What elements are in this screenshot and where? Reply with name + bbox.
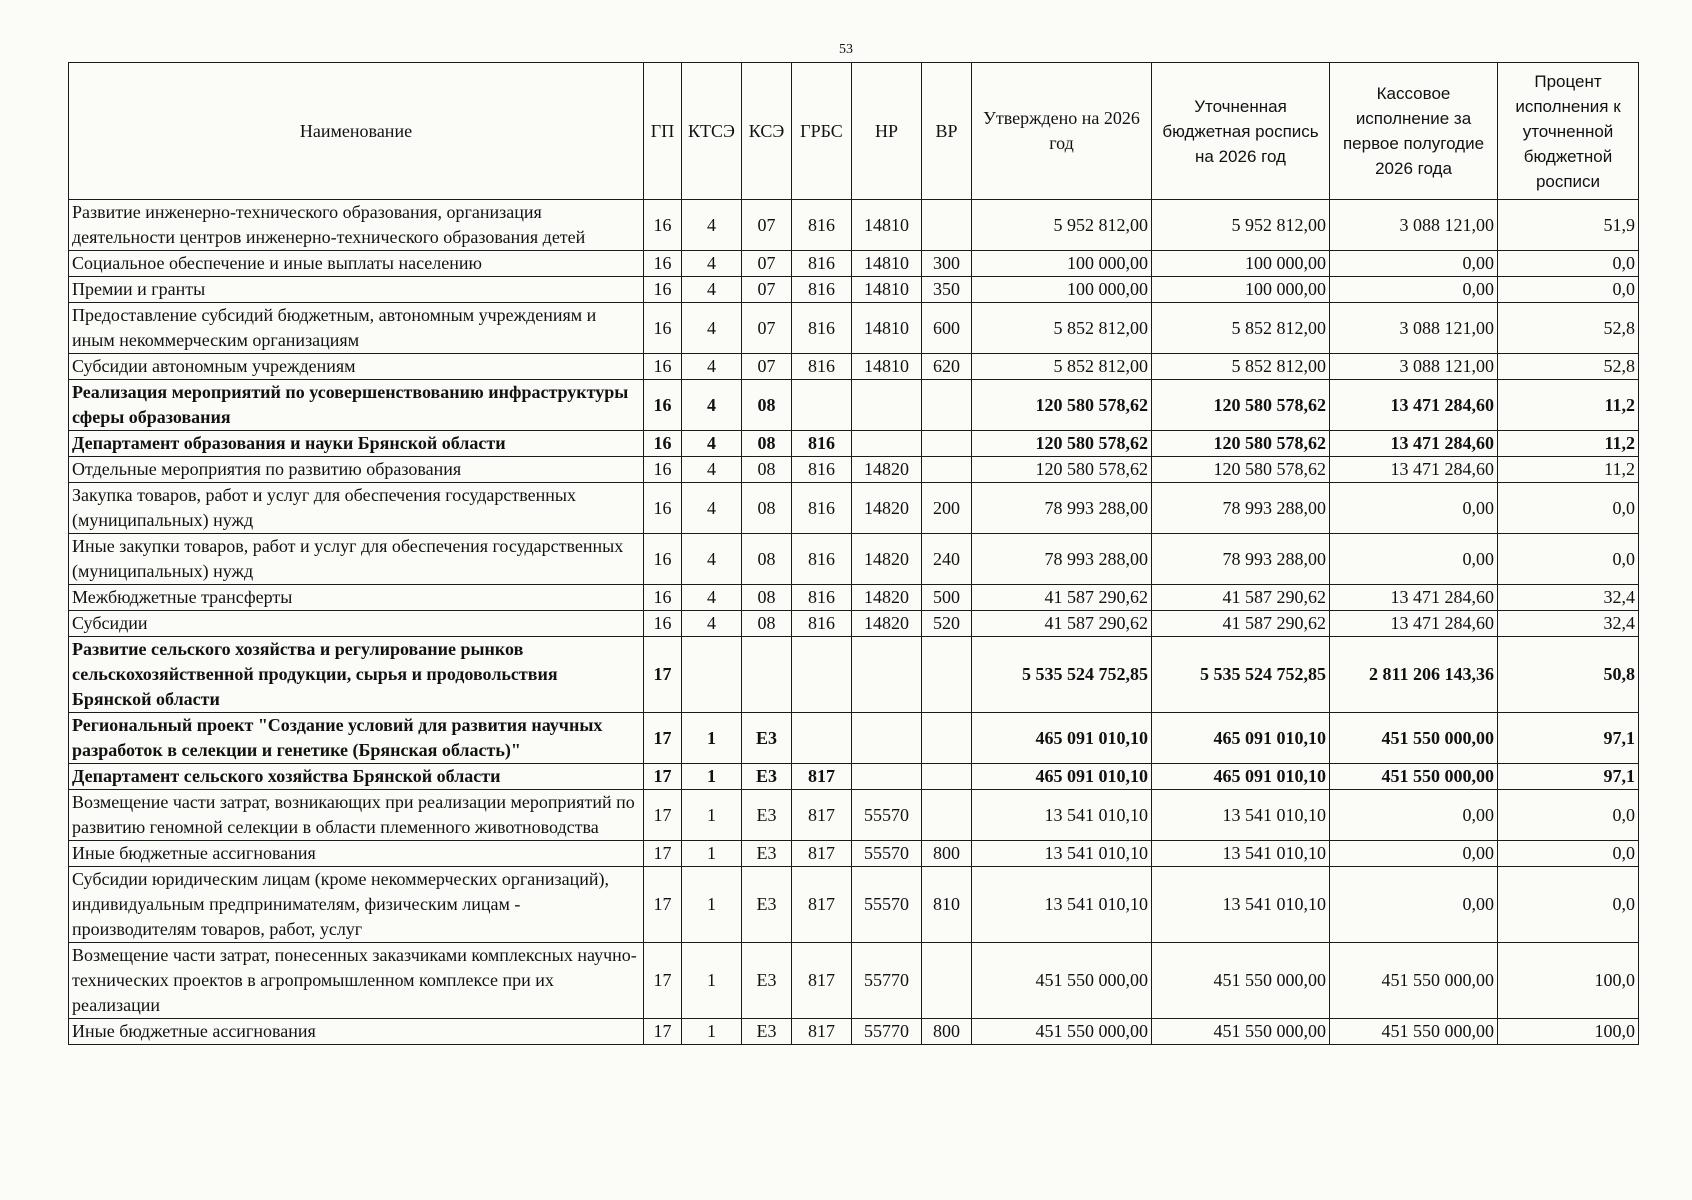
cell-grbs: 817 — [792, 790, 852, 841]
cell-ktse: 4 — [682, 534, 742, 585]
table-row — [69, 764, 1639, 790]
cell-gp: 17 — [644, 637, 682, 713]
cell-approved: 13 541 010,10 — [972, 841, 1152, 867]
cell-grbs: 816 — [792, 200, 852, 251]
cell-refined: 41 587 290,62 — [1152, 585, 1330, 611]
cell-kse: 07 — [742, 354, 792, 380]
cell-cash: 0,00 — [1330, 277, 1498, 303]
cell-name: Департамент сельского хозяйства Брянской области — [69, 764, 644, 790]
cell-ktse: 1 — [682, 713, 742, 764]
cell-grbs: 816 — [792, 431, 852, 457]
cell-nr: 14810 — [852, 277, 922, 303]
cell-approved: 13 541 010,10 — [972, 790, 1152, 841]
cell-name: Предоставление субсидий бюджетным, автономным учреждениям и иным некоммерческим организациям — [69, 303, 644, 354]
cell-refined: 41 587 290,62 — [1152, 611, 1330, 637]
cell-grbs: 816 — [792, 277, 852, 303]
cell-vr — [922, 380, 972, 431]
cell-vr — [922, 943, 972, 1019]
cell-grbs: 816 — [792, 534, 852, 585]
cell-percent: 51,9 — [1498, 200, 1639, 251]
cell-vr: 600 — [922, 303, 972, 354]
cell-name: Социальное обеспечение и иные выплаты населению — [69, 251, 644, 277]
cell-gp: 16 — [644, 457, 682, 483]
col-header-gp: ГП — [644, 63, 682, 200]
cell-name: Иные бюджетные ассигнования — [69, 841, 644, 867]
cell-ktse: 1 — [682, 764, 742, 790]
table-row — [69, 1019, 1639, 1045]
cell-percent: 11,2 — [1498, 457, 1639, 483]
cell-grbs: 816 — [792, 585, 852, 611]
table-body — [69, 200, 1639, 1045]
cell-kse: Е3 — [742, 867, 792, 943]
cell-nr — [852, 431, 922, 457]
cell-vr — [922, 431, 972, 457]
cell-grbs — [792, 713, 852, 764]
cell-kse: Е3 — [742, 841, 792, 867]
cell-name: Иные бюджетные ассигнования — [69, 1019, 644, 1045]
cell-grbs: 816 — [792, 354, 852, 380]
table-row — [69, 380, 1639, 431]
cell-gp: 17 — [644, 790, 682, 841]
cell-refined: 78 993 288,00 — [1152, 483, 1330, 534]
cell-ktse: 1 — [682, 790, 742, 841]
cell-gp: 16 — [644, 354, 682, 380]
cell-nr: 14820 — [852, 457, 922, 483]
table-row — [69, 867, 1639, 943]
cell-grbs: 817 — [792, 1019, 852, 1045]
table-row — [69, 457, 1639, 483]
cell-percent: 52,8 — [1498, 354, 1639, 380]
cell-cash: 2 811 206 143,36 — [1330, 637, 1498, 713]
cell-approved: 5 852 812,00 — [972, 354, 1152, 380]
table-row — [69, 303, 1639, 354]
cell-gp: 16 — [644, 611, 682, 637]
cell-percent: 0,0 — [1498, 277, 1639, 303]
table-row — [69, 611, 1639, 637]
table-row — [69, 251, 1639, 277]
cell-percent: 0,0 — [1498, 790, 1639, 841]
cell-vr: 800 — [922, 1019, 972, 1045]
cell-vr: 350 — [922, 277, 972, 303]
cell-percent: 32,4 — [1498, 585, 1639, 611]
budget-table — [68, 62, 1639, 1045]
cell-gp: 16 — [644, 431, 682, 457]
cell-nr: 14820 — [852, 483, 922, 534]
cell-refined: 100 000,00 — [1152, 251, 1330, 277]
cell-approved: 5 535 524 752,85 — [972, 637, 1152, 713]
cell-kse: Е3 — [742, 943, 792, 1019]
cell-nr — [852, 764, 922, 790]
cell-nr: 55770 — [852, 943, 922, 1019]
cell-gp: 17 — [644, 867, 682, 943]
cell-nr: 14820 — [852, 534, 922, 585]
cell-gp: 16 — [644, 303, 682, 354]
cell-ktse: 4 — [682, 611, 742, 637]
table-row — [69, 637, 1639, 713]
cell-name: Региональный проект "Создание условий для развития научных разработок в селекции и генетике (Брянская область)" — [69, 713, 644, 764]
col-header-vr: ВР — [922, 63, 972, 200]
cell-gp: 17 — [644, 1019, 682, 1045]
cell-kse: 08 — [742, 611, 792, 637]
cell-percent: 100,0 — [1498, 1019, 1639, 1045]
cell-approved: 120 580 578,62 — [972, 431, 1152, 457]
cell-kse: 08 — [742, 585, 792, 611]
cell-ktse: 1 — [682, 943, 742, 1019]
cell-refined: 5 852 812,00 — [1152, 303, 1330, 354]
cell-grbs: 817 — [792, 841, 852, 867]
table-row — [69, 534, 1639, 585]
cell-grbs: 816 — [792, 483, 852, 534]
table-row — [69, 790, 1639, 841]
cell-kse: 08 — [742, 380, 792, 431]
cell-kse: Е3 — [742, 713, 792, 764]
table-row — [69, 431, 1639, 457]
cell-grbs: 817 — [792, 943, 852, 1019]
cell-vr: 620 — [922, 354, 972, 380]
cell-name: Реализация мероприятий по усовершенствованию инфраструктуры сферы образования — [69, 380, 644, 431]
cell-nr: 55770 — [852, 1019, 922, 1045]
cell-gp: 16 — [644, 534, 682, 585]
cell-grbs: 816 — [792, 303, 852, 354]
col-header-cash: Кассовое исполнение за первое полугодие 2026 года — [1330, 63, 1498, 200]
cell-kse: 07 — [742, 303, 792, 354]
cell-refined: 5 852 812,00 — [1152, 354, 1330, 380]
cell-kse: Е3 — [742, 764, 792, 790]
cell-name: Отдельные мероприятия по развитию образования — [69, 457, 644, 483]
page-number: 53 — [839, 42, 853, 57]
cell-cash: 0,00 — [1330, 534, 1498, 585]
cell-ktse: 4 — [682, 251, 742, 277]
cell-ktse: 1 — [682, 1019, 742, 1045]
cell-cash: 13 471 284,60 — [1330, 431, 1498, 457]
cell-nr: 14810 — [852, 251, 922, 277]
cell-vr: 240 — [922, 534, 972, 585]
cell-vr: 520 — [922, 611, 972, 637]
cell-refined: 5 952 812,00 — [1152, 200, 1330, 251]
col-header-nr: НР — [852, 63, 922, 200]
cell-percent: 0,0 — [1498, 867, 1639, 943]
cell-name: Субсидии — [69, 611, 644, 637]
cell-vr — [922, 457, 972, 483]
cell-cash: 451 550 000,00 — [1330, 1019, 1498, 1045]
col-header-approved: Утверждено на 2026 год — [972, 63, 1152, 200]
cell-ktse: 1 — [682, 867, 742, 943]
cell-nr: 55570 — [852, 790, 922, 841]
cell-refined: 5 535 524 752,85 — [1152, 637, 1330, 713]
cell-gp: 16 — [644, 585, 682, 611]
cell-grbs: 816 — [792, 611, 852, 637]
cell-percent: 50,8 — [1498, 637, 1639, 713]
cell-nr: 14810 — [852, 354, 922, 380]
cell-percent: 32,4 — [1498, 611, 1639, 637]
cell-kse: 08 — [742, 483, 792, 534]
cell-name: Премии и гранты — [69, 277, 644, 303]
cell-cash: 451 550 000,00 — [1330, 943, 1498, 1019]
cell-ktse: 4 — [682, 585, 742, 611]
cell-ktse: 4 — [682, 303, 742, 354]
cell-ktse: 4 — [682, 200, 742, 251]
cell-approved: 5 852 812,00 — [972, 303, 1152, 354]
cell-grbs: 816 — [792, 251, 852, 277]
cell-percent: 97,1 — [1498, 764, 1639, 790]
cell-cash: 0,00 — [1330, 841, 1498, 867]
cell-name: Развитие инженерно-технического образования, организация деятельности центров инженерно-технического образования детей — [69, 200, 644, 251]
cell-gp: 17 — [644, 764, 682, 790]
cell-refined: 78 993 288,00 — [1152, 534, 1330, 585]
cell-vr: 300 — [922, 251, 972, 277]
cell-percent: 0,0 — [1498, 251, 1639, 277]
cell-nr — [852, 380, 922, 431]
cell-kse: 08 — [742, 534, 792, 585]
cell-name: Иные закупки товаров, работ и услуг для обеспечения государственных (муниципальных) нужд — [69, 534, 644, 585]
cell-cash: 3 088 121,00 — [1330, 303, 1498, 354]
cell-nr: 14810 — [852, 200, 922, 251]
cell-cash: 0,00 — [1330, 251, 1498, 277]
cell-kse: 08 — [742, 457, 792, 483]
cell-refined: 465 091 010,10 — [1152, 764, 1330, 790]
cell-vr — [922, 200, 972, 251]
cell-gp: 16 — [644, 483, 682, 534]
cell-refined: 13 541 010,10 — [1152, 867, 1330, 943]
table-row — [69, 713, 1639, 764]
col-header-grbs: ГРБС — [792, 63, 852, 200]
cell-ktse: 4 — [682, 354, 742, 380]
cell-approved: 78 993 288,00 — [972, 483, 1152, 534]
cell-vr — [922, 764, 972, 790]
cell-ktse: 4 — [682, 457, 742, 483]
cell-grbs: 817 — [792, 764, 852, 790]
cell-refined: 465 091 010,10 — [1152, 713, 1330, 764]
cell-gp: 17 — [644, 943, 682, 1019]
cell-percent: 97,1 — [1498, 713, 1639, 764]
cell-name: Департамент образования и науки Брянской области — [69, 431, 644, 457]
cell-gp: 16 — [644, 251, 682, 277]
table-row — [69, 585, 1639, 611]
cell-cash: 451 550 000,00 — [1330, 764, 1498, 790]
cell-approved: 41 587 290,62 — [972, 585, 1152, 611]
cell-name: Субсидии автономным учреждениям — [69, 354, 644, 380]
cell-cash: 3 088 121,00 — [1330, 354, 1498, 380]
cell-vr — [922, 713, 972, 764]
col-header-percent: Процент исполнения к уточненной бюджетной росписи — [1498, 63, 1639, 200]
cell-vr — [922, 790, 972, 841]
cell-cash: 0,00 — [1330, 483, 1498, 534]
cell-gp: 16 — [644, 380, 682, 431]
cell-refined: 13 541 010,10 — [1152, 841, 1330, 867]
cell-grbs: 817 — [792, 867, 852, 943]
cell-ktse: 4 — [682, 431, 742, 457]
cell-refined: 120 580 578,62 — [1152, 431, 1330, 457]
cell-approved: 451 550 000,00 — [972, 1019, 1152, 1045]
cell-name: Возмещение части затрат, возникающих при реализации мероприятий по развитию геномной селекции в области племенного животноводства — [69, 790, 644, 841]
cell-ktse: 4 — [682, 277, 742, 303]
col-header-name: Наименование — [69, 63, 644, 200]
cell-cash: 0,00 — [1330, 790, 1498, 841]
cell-vr: 500 — [922, 585, 972, 611]
cell-kse — [742, 637, 792, 713]
cell-name: Межбюджетные трансферты — [69, 585, 644, 611]
cell-vr: 810 — [922, 867, 972, 943]
cell-ktse: 4 — [682, 483, 742, 534]
table-row — [69, 943, 1639, 1019]
cell-gp: 16 — [644, 277, 682, 303]
cell-kse: 08 — [742, 431, 792, 457]
cell-cash: 451 550 000,00 — [1330, 713, 1498, 764]
cell-name: Субсидии юридическим лицам (кроме некоммерческих организаций), индивидуальным предпринимателям, физическим лицам - производителям товаров, работ, услуг — [69, 867, 644, 943]
cell-nr: 14820 — [852, 585, 922, 611]
cell-cash: 13 471 284,60 — [1330, 457, 1498, 483]
cell-vr — [922, 637, 972, 713]
cell-cash: 3 088 121,00 — [1330, 200, 1498, 251]
cell-nr — [852, 713, 922, 764]
cell-cash: 13 471 284,60 — [1330, 380, 1498, 431]
cell-gp: 16 — [644, 200, 682, 251]
cell-percent: 0,0 — [1498, 841, 1639, 867]
cell-percent: 0,0 — [1498, 534, 1639, 585]
cell-percent: 11,2 — [1498, 431, 1639, 457]
cell-refined: 451 550 000,00 — [1152, 943, 1330, 1019]
cell-name: Закупка товаров, работ и услуг для обеспечения государственных (муниципальных) нужд — [69, 483, 644, 534]
cell-ktse — [682, 637, 742, 713]
cell-grbs — [792, 380, 852, 431]
cell-refined: 120 580 578,62 — [1152, 457, 1330, 483]
cell-kse: Е3 — [742, 790, 792, 841]
cell-gp: 17 — [644, 841, 682, 867]
cell-refined: 100 000,00 — [1152, 277, 1330, 303]
cell-approved: 100 000,00 — [972, 251, 1152, 277]
cell-percent: 52,8 — [1498, 303, 1639, 354]
cell-name: Возмещение части затрат, понесенных заказчиками комплексных научно-технических проектов в агропромышленном комплексе при их реализации — [69, 943, 644, 1019]
cell-nr: 14810 — [852, 303, 922, 354]
cell-nr: 55570 — [852, 867, 922, 943]
cell-nr: 14820 — [852, 611, 922, 637]
cell-kse: 07 — [742, 200, 792, 251]
col-header-kse: КСЭ — [742, 63, 792, 200]
cell-percent: 11,2 — [1498, 380, 1639, 431]
col-header-refined: Уточненная бюджетная роспись на 2026 год — [1152, 63, 1330, 200]
cell-vr: 800 — [922, 841, 972, 867]
cell-approved: 5 952 812,00 — [972, 200, 1152, 251]
cell-approved: 41 587 290,62 — [972, 611, 1152, 637]
cell-ktse: 1 — [682, 841, 742, 867]
table-row — [69, 841, 1639, 867]
cell-approved: 78 993 288,00 — [972, 534, 1152, 585]
cell-approved: 120 580 578,62 — [972, 380, 1152, 431]
cell-grbs — [792, 637, 852, 713]
cell-approved: 13 541 010,10 — [972, 867, 1152, 943]
cell-approved: 451 550 000,00 — [972, 943, 1152, 1019]
cell-refined: 120 580 578,62 — [1152, 380, 1330, 431]
cell-approved: 120 580 578,62 — [972, 457, 1152, 483]
cell-ktse: 4 — [682, 380, 742, 431]
cell-refined: 451 550 000,00 — [1152, 1019, 1330, 1045]
cell-kse: Е3 — [742, 1019, 792, 1045]
cell-cash: 13 471 284,60 — [1330, 611, 1498, 637]
cell-refined: 13 541 010,10 — [1152, 790, 1330, 841]
cell-vr: 200 — [922, 483, 972, 534]
table-row — [69, 200, 1639, 251]
table-row — [69, 483, 1639, 534]
cell-kse: 07 — [742, 277, 792, 303]
cell-nr: 55570 — [852, 841, 922, 867]
cell-approved: 465 091 010,10 — [972, 764, 1152, 790]
cell-cash: 0,00 — [1330, 867, 1498, 943]
cell-name: Развитие сельского хозяйства и регулирование рынков сельскохозяйственной продукции, сырья и продовольствия Брянской области — [69, 637, 644, 713]
cell-gp: 17 — [644, 713, 682, 764]
cell-grbs: 816 — [792, 457, 852, 483]
cell-approved: 100 000,00 — [972, 277, 1152, 303]
cell-approved: 465 091 010,10 — [972, 713, 1152, 764]
cell-kse: 07 — [742, 251, 792, 277]
table-row — [69, 277, 1639, 303]
cell-percent: 0,0 — [1498, 483, 1639, 534]
cell-percent: 100,0 — [1498, 943, 1639, 1019]
cell-nr — [852, 637, 922, 713]
table-header-row — [69, 63, 1639, 200]
col-header-ktse: КТСЭ — [682, 63, 742, 200]
table-row — [69, 354, 1639, 380]
cell-cash: 13 471 284,60 — [1330, 585, 1498, 611]
